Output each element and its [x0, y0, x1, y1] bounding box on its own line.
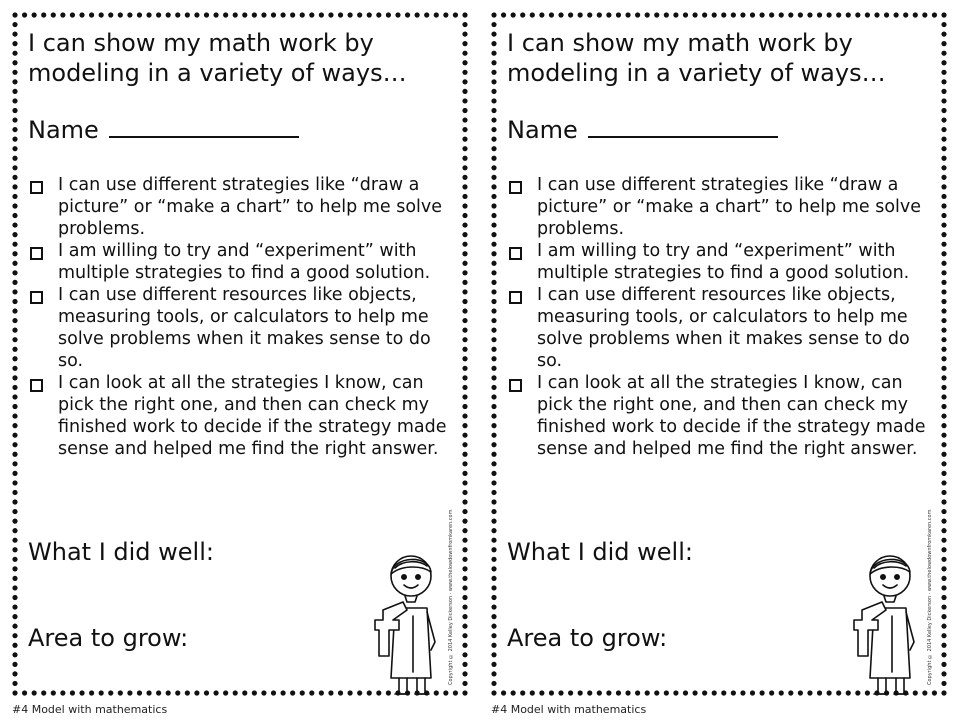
checkbox-icon[interactable]: [30, 181, 43, 194]
rubric-card-left: [10, 10, 470, 698]
copyright-credit: Copyright © 2014 Kelley Dickerson · www.thelowdownfromkaren.com: [448, 509, 454, 685]
boy-holding-number-four-clipart: [852, 550, 924, 700]
checkbox-icon[interactable]: [509, 247, 522, 260]
name-label: Name: [507, 116, 578, 144]
did-well-label: What I did well:: [28, 538, 214, 566]
checklist: [30, 174, 450, 460]
checkbox-icon[interactable]: [509, 379, 522, 392]
area-to-grow-label: Area to grow:: [507, 624, 668, 652]
name-blank-line[interactable]: [588, 114, 778, 138]
checkbox-icon[interactable]: [509, 291, 522, 304]
checklist-item: I can use different strategies like “draw a picture” or “make a chart” to help me solve problems.: [509, 174, 929, 240]
checklist-item: I am willing to try and “experiment” with multiple strategies to find a good solution.: [30, 240, 450, 284]
checklist-item: I can look at all the strategies I know, can pick the right one, and then can check my finished work to decide if the strategy made sense and helped me find the right answer.: [30, 372, 450, 460]
boy-holding-number-four-clipart: [373, 550, 445, 700]
did-well-label: What I did well:: [507, 538, 693, 566]
copyright-credit: Copyright © 2014 Kelley Dickerson · www.thelowdownfromkaren.com: [927, 509, 933, 685]
checklist-item: I can look at all the strategies I know, can pick the right one, and then can check my finished work to decide if the strategy made sense and helped me find the right answer.: [509, 372, 929, 460]
name-field[interactable]: [28, 114, 299, 145]
footer-label: #4 Model with mathematics: [491, 703, 647, 716]
checkbox-icon[interactable]: [509, 181, 522, 194]
name-field[interactable]: [507, 114, 778, 145]
checklist: [509, 174, 929, 460]
rubric-card-right: [489, 10, 949, 698]
card-title: I can show my math work by modeling in a variety of ways…: [507, 29, 886, 87]
name-blank-line[interactable]: [109, 114, 299, 138]
name-label: Name: [28, 116, 99, 144]
checkbox-icon[interactable]: [30, 291, 43, 304]
card-title: I can show my math work by modeling in a variety of ways…: [28, 29, 407, 87]
checklist-item: I can use different resources like objects, measuring tools, or calculators to help me solve problems when it makes sense to do so.: [509, 284, 929, 372]
checklist-item: I can use different resources like objects, measuring tools, or calculators to help me solve problems when it makes sense to do so.: [30, 284, 450, 372]
checklist-item: I can use different strategies like “draw a picture” or “make a chart” to help me solve problems.: [30, 174, 450, 240]
checkbox-icon[interactable]: [30, 379, 43, 392]
checklist-item: I am willing to try and “experiment” with multiple strategies to find a good solution.: [509, 240, 929, 284]
footer-label: #4 Model with mathematics: [12, 703, 168, 716]
area-to-grow-label: Area to grow:: [28, 624, 189, 652]
checkbox-icon[interactable]: [30, 247, 43, 260]
